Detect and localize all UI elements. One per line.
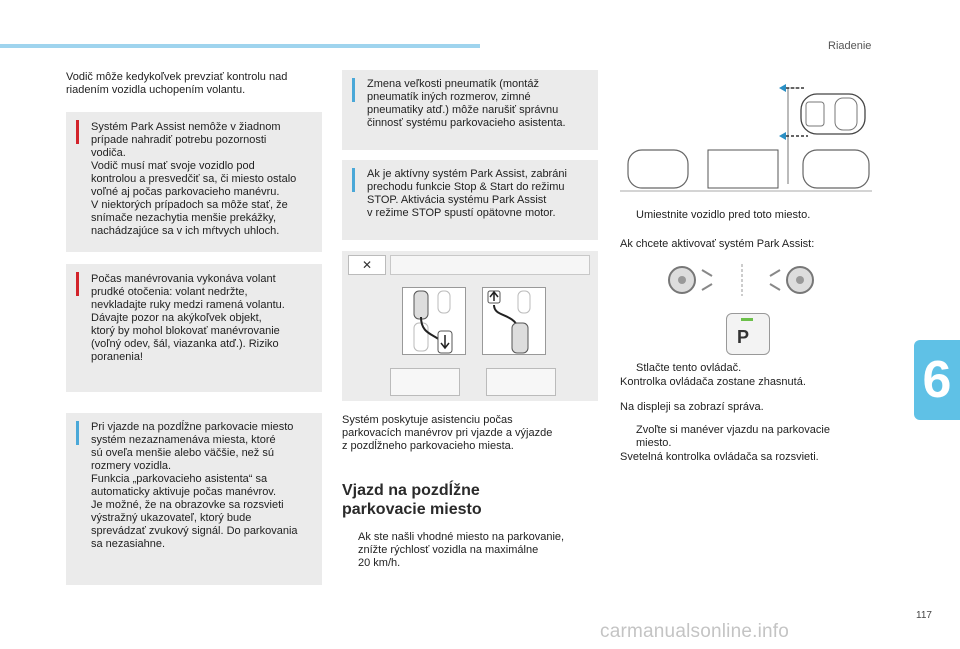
warning-box [66, 112, 322, 252]
info-text: Ak je aktívny systém Park Assist, zabráni prechodu funkcie Stop & Start do režimu STOP. Aktivácia systému Park Assist v režime STOP spustí opätovne motor. [367, 168, 567, 219]
bullet-icon [620, 209, 636, 222]
list-item [342, 531, 602, 570]
info-icon [352, 168, 355, 192]
bullet-icon [620, 424, 636, 450]
list-item-text: Zvoľte si manéver vjazdu na parkovacie miesto. [636, 424, 830, 449]
screen-button [390, 368, 460, 396]
header-bar [0, 44, 480, 48]
warning-text: Počas manévrovania vykonáva volant prudké otočenia: volant nedržte, nevkladajte ruky medzi ramená volantu. Dávajte pozor na akýkoľvek objekt, ktorý by mohol blokovať manévrovanie (voľný odev, šál, viazanka atď.). Riziko poranenia! [91, 273, 285, 363]
bullet-icon [620, 362, 636, 375]
screen-title-bar [390, 255, 590, 275]
parking-manoeuvre-out-icon [482, 287, 546, 355]
info-text: Zmena veľkosti pneumatík (montáž pneumatík iných rozmerov, zimné pneumatiky atď.) môže narušiť správnu činnosť systému parkovacieho asistenta. [367, 78, 566, 129]
list-item [620, 362, 880, 375]
info-box [342, 160, 598, 240]
watermark: carmanualsonline.info [600, 621, 790, 642]
info-icon [76, 421, 79, 445]
intro-text: Vodič môže kedykoľvek prevziať kontrolu nad riadením vozidla uchopením volantu. [66, 71, 288, 96]
activate-text: Ak chcete aktivovať systém Park Assist: [620, 238, 815, 250]
info-icon [352, 78, 355, 102]
list-item-text: Umiestnite vozidlo pred toto miesto. [636, 209, 811, 221]
steering-wheel-hands-off-icon [660, 262, 824, 298]
info-box [342, 70, 598, 150]
park-icon: P [737, 327, 750, 347]
list-item [620, 424, 880, 450]
section-title: Riadenie [828, 40, 872, 52]
warning-icon [76, 120, 79, 144]
park-assist-button[interactable] [726, 313, 770, 355]
indicator-light [741, 318, 753, 321]
press-note: Kontrolka ovládača zostane zhasnutá. [620, 376, 806, 388]
info-box [66, 413, 322, 585]
list-item-text: Ak ste našli vhodné miesto na parkovanie, znížte rýchlosť vozidla na maximálne 20 km/h. [358, 531, 565, 569]
chapter-tab: 6 [914, 340, 960, 420]
page-number: 117 [916, 610, 932, 621]
system-description: Systém poskytuje asistenciu počas parkovacích manévrov pri vjazde a výjazde z pozdĺžneho parkovacieho miesta. [342, 414, 553, 452]
info-text: Pri vjazde na pozdĺžne parkovacie miesto systém nezaznamenáva miesta, ktoré sú oveľa menšie alebo väčšie, než sú rozmery vozidla. Funkcia „parkovacieho asistenta“ sa automaticky aktivuje počas manévrov. Je možné, že na obrazovke sa rozsvieti výstražný ukazovateľ, ktorý bude sprevádzať zvukový signál. Do parkovania sa nezasiahne. [91, 421, 298, 550]
list-item [620, 209, 880, 222]
section-heading: Vjazd na pozdĺžne parkovacie miesto [342, 482, 482, 518]
warning-text: Systém Park Assist nemôže v žiadnom prípade nahradiť potrebu pozornosti vodiča. Vodič musí mať svoje vozidlo pod kontrolou a presvedčiť sa, či miesto ostalo voľné aj počas parkovacieho manévru. V niektorých prípadoch sa môže stať, že snímače nezachytia menšie prekážky, nachádzajúce sa v ich mŕtvych uhloch. [91, 121, 297, 237]
parking-manoeuvre-in-icon [402, 287, 466, 355]
parking-position-illustration [620, 80, 872, 192]
touchscreen-illustration [342, 251, 598, 401]
bullet-icon [342, 531, 358, 570]
list-item-text: Stlačte tento ovládač. [636, 362, 742, 374]
warning-icon [76, 272, 79, 296]
display-message: Na displeji sa zobrazí správa. [620, 401, 764, 413]
screen-button [486, 368, 556, 396]
choose-note: Svetelná kontrolka ovládača sa rozsvieti. [620, 451, 819, 463]
close-icon: ✕ [348, 255, 386, 275]
warning-box [66, 264, 322, 392]
